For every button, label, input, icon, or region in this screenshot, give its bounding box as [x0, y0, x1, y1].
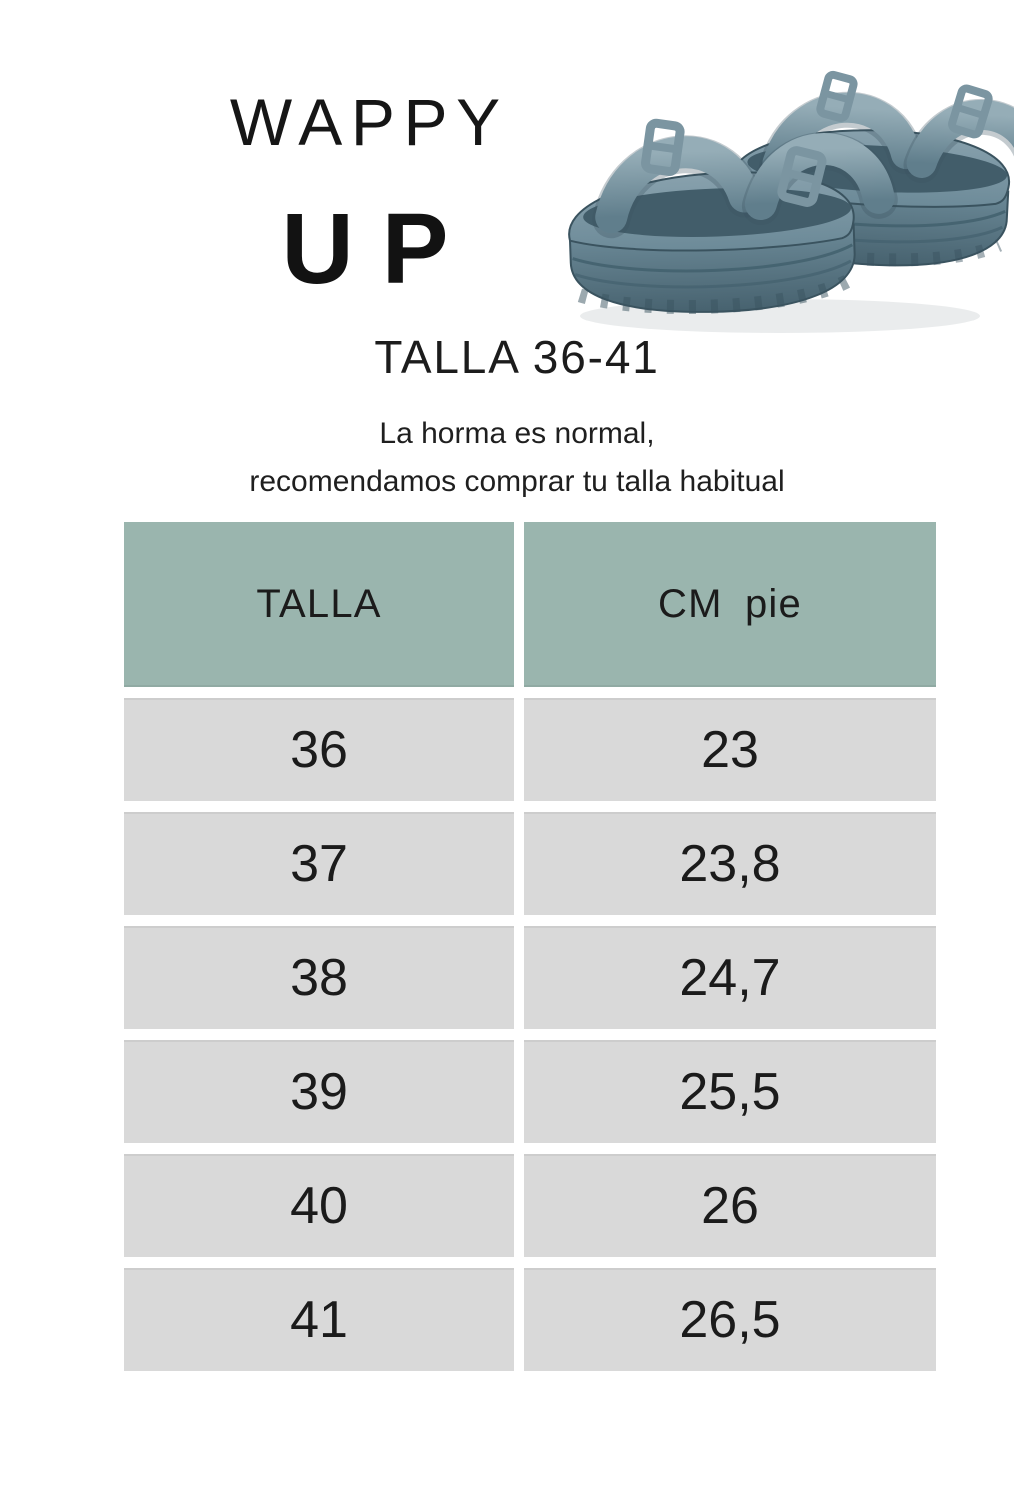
brand-block: [150, 84, 580, 307]
size-cell: 36: [124, 698, 514, 801]
size-cell: 41: [124, 1268, 514, 1371]
fit-note: [0, 410, 1034, 506]
sandal-left: [565, 115, 882, 317]
size-cell: 38: [124, 926, 514, 1029]
cm-cell: 26: [524, 1154, 936, 1257]
cm-cell: 23,8: [524, 812, 936, 915]
fit-note-line1: La horma es normal,: [379, 417, 655, 450]
cm-cell: 26,5: [524, 1268, 936, 1371]
sandals-photo: [562, 48, 1014, 343]
column-header-talla: TALLA: [124, 522, 514, 687]
size-table: [124, 522, 936, 1371]
size-cell: 40: [124, 1154, 514, 1257]
size-range-title: TALLA 36-41: [374, 331, 660, 383]
column-header-cm-pie: CM pie: [524, 522, 936, 687]
cm-cell: 25,5: [524, 1040, 936, 1143]
fit-note-line2: recomendamos comprar tu talla habitual: [249, 465, 785, 498]
sandals-illustration: [562, 48, 1014, 343]
size-cell: 39: [124, 1040, 514, 1143]
cm-cell: 23: [524, 698, 936, 801]
size-cell: 37: [124, 812, 514, 915]
brand-name: WAPPY: [229, 85, 509, 159]
brand-model: UP: [281, 193, 477, 305]
cm-cell: 24,7: [524, 926, 936, 1029]
